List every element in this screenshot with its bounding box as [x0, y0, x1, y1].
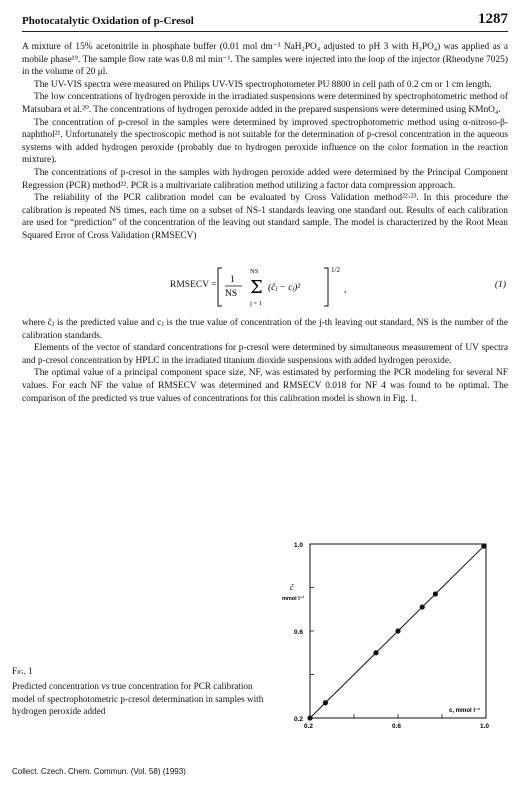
- right-bracket: [324, 268, 328, 306]
- running-header: [22, 9, 508, 32]
- equation-comma: ,: [344, 285, 347, 295]
- paragraph: The low concentrations of hydrogen peroxide in the irradiated suspensions were determined by spectrophotometric method of Matsubara et al.²⁰. The concentrations of hydrogen peroxide added in the prepared suspensions were determined using KMnO₄.: [22, 92, 508, 115]
- paragraph: The reliability of the PCR calibration model can be evaluated by Cross Validation method²²·²³. In this procedure the calibration is repeated NS times, each time on a subset of NS-1 standards leaving one standard out. Results of each calibration are used for “prediction” of the concentration of the leaving out standard sample. The model is characterized by the Root Mean Squared Error of Cross Validation (RMSECV): [22, 193, 508, 241]
- sum-lower-limit: j = 1: [250, 300, 262, 307]
- frac-denominator: NS: [225, 289, 238, 299]
- equation-number: (1): [494, 280, 506, 290]
- paragraph: The concentrations of p-cresol in the samples with hydrogen peroxide added were determined by the Principal Component Regression (PCR) method²². PCR is a multivariate calibration method utilizing a factor data compression approach.: [22, 167, 508, 191]
- x-tick-label: 0.2: [304, 723, 314, 730]
- exponent: 1/2: [331, 266, 340, 274]
- paragraph: The UV-VIS spectra were measured on Philips UV-VIS spectrophotometer PU 8800 in cell path of 0.2 cm or 1 cm length.: [34, 79, 492, 90]
- data-point: [373, 650, 378, 655]
- body-text-lower: [22, 317, 508, 405]
- y-axis-unit: mmol l⁻¹: [282, 596, 305, 602]
- paragraph: A mixture of 15% acetonitrile in phosphate buffer (0.01 mol dm⁻³ NaH₂PO₄ adjusted to pH 3 with H₃PO₄) was applied as a mobile phase¹⁹. The sample flow rate was 0.8 ml min⁻¹. The samples were injected into the loop of the injector (Rheodyne 7025) in the volume of 20 μl.: [22, 42, 508, 78]
- data-point: [420, 604, 425, 609]
- y-axis-label: ĉ: [290, 583, 294, 592]
- paragraph: Elements of the vector of standard concentrations for p-cresol were determined by simultaneous measurement of UV spectra and p-cresol concentration by HPLC in the irradiated titanium dioxide suspensions with added hydrogen peroxide.: [22, 343, 508, 366]
- y-tick-label: 1.0: [294, 542, 304, 549]
- left-bracket: [218, 268, 222, 306]
- data-point: [307, 715, 312, 720]
- figure-caption: [12, 665, 264, 718]
- caption-text: Predicted concentration vs true concentration for PCR calibration model of spectrophotometric p-cresol determination in samples with hydrogen peroxide added: [12, 681, 264, 717]
- equation-rhs: [216, 264, 396, 310]
- x-axis-label: c, mmol l⁻¹: [449, 708, 481, 714]
- data-point: [481, 544, 486, 549]
- paragraph: The concentration of p-cresol in the samples were determined by improved spectrophotometric method using α-nitroso-β-naphthol²¹. Unfortunately the spectroscopic method is not suitable for the determination of p-cresol concentration in the aqueous systems with added hydrogen peroxide (probably due to hydrogen peroxide influence on the color formation in the reaction mixture).: [22, 117, 508, 166]
- figure-label: Fig. 1: [12, 666, 33, 676]
- body-text-upper: [22, 41, 508, 243]
- paragraph: where ĉⱼ is the predicted value and cⱼ is the true value of concentration of the j-th leaving out standard, NS is the number of the calibration standards.: [22, 318, 508, 341]
- figure-1-chart: [268, 532, 508, 737]
- y-tick-label: 0.2: [294, 716, 304, 723]
- page-number: 1287: [478, 11, 508, 27]
- running-title: Photocatalytic Oxidation of p-Cresol: [22, 15, 194, 27]
- x-tick-label: 1.0: [480, 723, 490, 730]
- x-tick-label: 0.6: [392, 723, 402, 730]
- y-tick-label: 0.6: [294, 629, 304, 636]
- data-point: [323, 700, 328, 705]
- frac-numerator: 1: [230, 275, 235, 285]
- chart-svg: [268, 532, 508, 737]
- data-point: [395, 628, 400, 633]
- summand: (ĉⱼ − cⱼ)²: [268, 283, 301, 293]
- equation-lhs: RMSECV =: [170, 280, 217, 290]
- paragraph: The optimal value of a principal component space size, NF, was estimated by performing the PCR modeling for several NF values. For each NF the value of RMSECV was determined and RMSECV 0.018 for NF 4 was found to be optimal. The comparison of the predicted vs true values of concentrations for this calibration model is shown in Fig. 1.: [22, 368, 508, 404]
- journal-footer: Collect. Czech. Chem. Commun. (Vol. 58) (1993): [12, 767, 186, 776]
- sum-upper-limit: NS: [250, 268, 259, 275]
- sum-symbol: Σ: [250, 277, 263, 298]
- data-point: [433, 591, 438, 596]
- equation-rmsecv: [22, 258, 508, 316]
